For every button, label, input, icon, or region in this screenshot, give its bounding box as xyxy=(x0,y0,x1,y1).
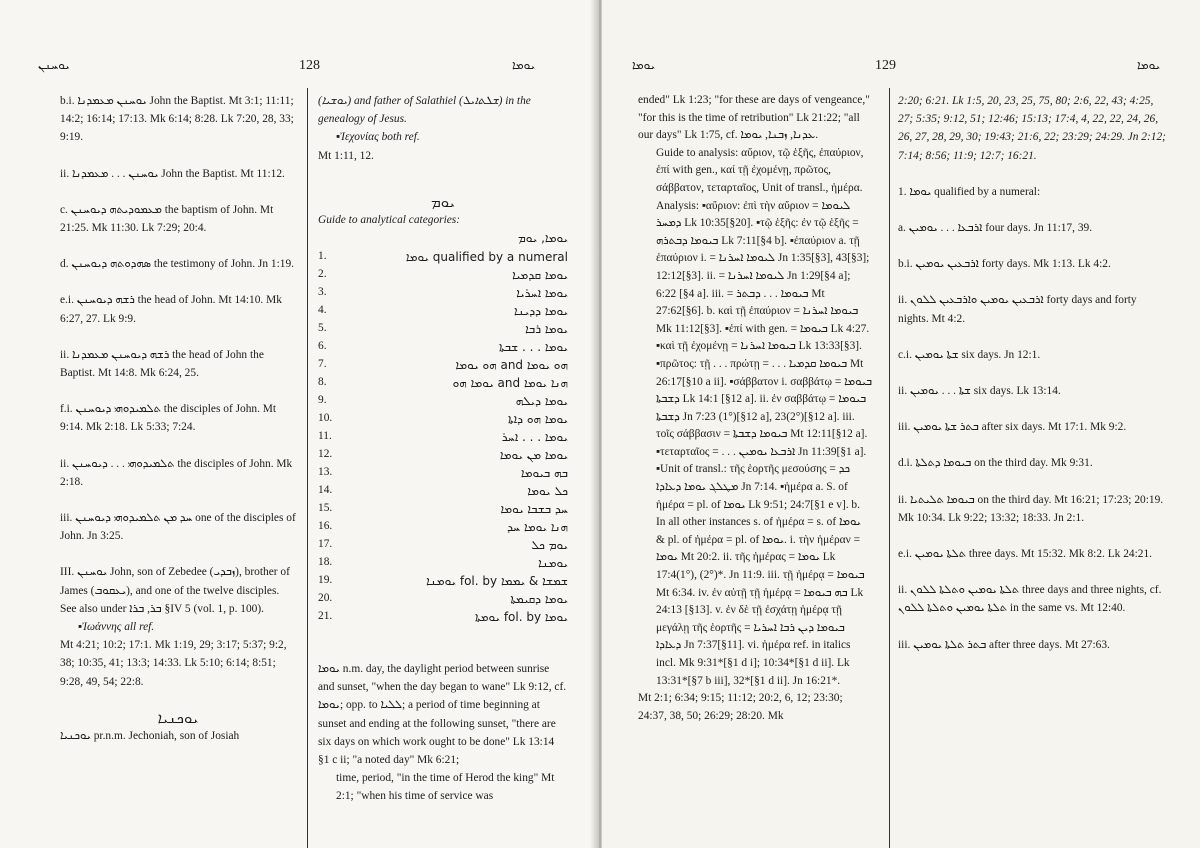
greek-both-ref: ▪Ἰεχονίας both ref. xyxy=(336,131,420,144)
entry-e-i: e.i. ܪܫܗ ܕܝܘܚܢܢ the head of John. Mt 14:10. Mk 6:27, 27. Lk 9:9. xyxy=(60,294,282,325)
guide-to-analysis: Guide to analysis: αὔριον, τῷ ἑξῆς, ἐπαύριον, ἐπί with gen., καί τῇ ἐχομένῃ, πρῶτος, σάββατον, τεταρταῖος, Unit of transl., ἡμέρα. xyxy=(656,146,864,194)
left-column-2 xyxy=(318,92,568,247)
category-row xyxy=(318,592,568,610)
category-syriac: ܝܘܡܐ ܗܘ and ܗܢܐ ܝܘܡܐ xyxy=(452,376,568,390)
category-syriac: ܝܘܡܐ qualified by a numeral xyxy=(405,250,568,264)
category-number: 14. xyxy=(318,484,333,496)
category-row xyxy=(318,304,568,322)
category-row xyxy=(318,268,568,286)
left-column-rule xyxy=(307,88,308,848)
jechoniah-cont: (ܝܘܫܝܐ) and father of Salathiel (ܫܠܬܐܝܠ) in the genealogy of Jesus. xyxy=(318,95,531,126)
category-syriac: ܝܘܡܐ ܕܕܝܢܐ xyxy=(514,304,568,318)
category-syriac: ܝܘܡܐ ܩܕܡܝܐ xyxy=(512,268,568,282)
left-running-head-syriac: ܝܘܚܢܢ xyxy=(38,58,70,72)
category-syriac: ܝܘܡܐ . . . ܫܒܬܐ xyxy=(499,340,568,354)
entry-d: d. ܣܗܕܘܬܗ ܕܝܘܚܢܢ the testimony of John. Jn 1:19. xyxy=(60,258,294,271)
category-syriac: ܝܘܡܐ ܪܒܐ xyxy=(525,322,568,336)
greek-ref: ▪Ἰωάννης all ref. xyxy=(78,621,155,634)
left-running-head-syriac-2: ܝܘܡܐ xyxy=(512,58,536,72)
category-row xyxy=(318,322,568,340)
category-row xyxy=(318,538,568,556)
category-syriac: ܗܢܐ ܝܘܡܐ ܚܕ xyxy=(507,520,568,534)
analysis: Analysis: ▪αὔριον: ἐπὶ τὴν αὔριον = ܠܝܘܡܐ ܕܡܚܪ Lk 10:35[§20]. ▪τῷ ἑξῆς: ἐν τῷ ἑξῆς = ܒܝܘܡܐ ܕܒܬܪܗ Lk 7:11[§4 b]. ▪ἐπαύριον a. τῇ ἐπαύριον i. = ܠܝܘܡܐ ܐܚܪܢܐ Jn 1:35[§3], 43[§3]; 12:12[§3]. ii. = ܠܝܘܡܐ ܐܚܪܢܐ Jn 1:29[§4 a]; 6:22 [§4 a]. iii. = ܒܝܘܡܐ . . . ܕܒܬܪ Mt 27:62[§6]. b. καὶ τῇ ἐπαύριον = ܒܝܘܡܐ ܐܚܪܢܐ Mk 11:12[§3]. ▪ἐπί with gen. = ܒܝܘܡܐ Lk 4:27. ▪καὶ τῇ ἐχομένῃ = ܒܝܘܡܐ ܐܚܪܢܐ Lk 13:33[§3]. ▪πρῶτος: τῇ . . . πρώτῃ = . . . ܒܝܘܡܐ ܩܕܡܝܐ Mt 26:17[§10 a ii]. ▪σάββατον i. σαββάτῳ = ܒܝܘܡܐ ܕܫܒܬܐ Lk 14:1 [§12 a]. ii. ἐν σαββάτῳ = ܒܝܘܡܐ ܕܫܒܬܐ Jn 7:23 (1°)[§12 a], 23(2°)[§12 a]. iii. τοῖς σάββασιν = ܒܝܘܡܐ ܕܫܒܬܐ Mt 12:11[§12 a]. ▪τεταρταῖος = . . . ܐܪܒܥܐ ܝܘܡܝܢ Jn 11:39[§1 a]. ▪Unit of transl.: τῆς ἑορτῆς μεσούσης = ܟܕ ܡܛܠܓ ܝܘܡܐ ܕܥܐܕܐ Jn 7:14. ▪ἡμέρα a. S. of ἡμέρα = pl. of ܝܘܡܐ Lk 9:51; 24:7[§1 e v]. b. In all other instances s. of ἡμέρα = s. of ܝܘܡܐ & pl. of ἡμέρα = pl. of ܝܘܡܐ. i. τὴν ἡμέραν = ܝܘܡܐ Mt 20:2. ii. τῆς ἡμέρας = ܝܘܡܐ Lk 17:4(1°), (2°)*. Jn 11:9. iii. τῇ ἡμέρᾳ = ܒܝܘܡܐ Mt 6:34. iv. ἐν αὐτῇ τῇ ἡμέρᾳ = ܒܗ ܒܝܘܡܐ Lk 24:13 [§13]. v. ἐν δὲ τῇ ἐσχάτῃ ἡμέρᾳ τῇ μεγάλῃ τῆς ἑορτῆς = ܒܝܘܡܐ ܕܝܢ ܪܒܐ ܐܚܪܝܐ ܕܥܐܕܐ Jn 7:37[§11]. vi. ἡμέρα ref. in italics incl. Mk 9:31*[§1 d i]; 10:34*[§1 d ii]. Lk 13:31*[§7 b iii], 32*[§1 d ii]. Jn 16:21*. xyxy=(656,199,872,687)
category-syriac: ܗܘ ܝܘܡܐ and ܗܘ ܝܘܡܐ xyxy=(455,358,568,372)
sec1-b-i: b.i. ܐܪܒܥܝܢ ܝܘܡܝܢ forty days. Mk 1:13. Lk 4:2. xyxy=(898,258,1111,271)
category-syriac: ܝܘܡܢܐ fol. by ܫܡܫܐ & ܝܡܡܐ xyxy=(426,574,568,588)
category-number: 21. xyxy=(318,610,333,622)
sec1-e-i: e.i. ܬܠܬܐ ܝܘܡܝܢ three days. Mt 15:32. Mk 8:2. Lk 24:21. xyxy=(898,548,1153,561)
sec1-c-i: c.i. ܫܬܐ ܝܘܡܝܢ six days. Jn 12:1. xyxy=(898,348,1041,361)
category-row xyxy=(318,394,568,412)
category-list xyxy=(318,250,568,630)
category-row xyxy=(318,610,568,628)
category-number: 3. xyxy=(318,286,327,298)
entry-III: III. ܝܘܚܢܢ John, son of Zebedee (ܙܒܕܝ), brother of James (ܝܥܩܘܒ), and one of the twelve disciples. See also under ܒܪ, ܒܪܐ §IV 5 (vol. 1, p. 100). xyxy=(60,566,290,615)
headword-jechoniah: ܝܘܟܢܝܐ xyxy=(157,708,199,727)
refs-cont: 2:20; 6:21. Lk 1:5, 20, 23, 25, 75, 80; 2:6, 22, 43; 4:25, 27; 5:35; 9:12, 51; 12:46; 15:13; 17:4, 4, 22, 22, 24, 26, 26, 27, 28, 29, 30; 19:43; 21:6, 22; 23:29; 24:29. Jn 2:12; 7:14; 8:56; 11:9; 12:7; 16:21. xyxy=(898,95,1166,162)
category-syriac: ܚܕ ܒܫܒܐ ܝܘܡܐ xyxy=(500,502,568,516)
category-syriac: ܝܘܡܢܐ xyxy=(538,556,568,570)
category-row xyxy=(318,466,568,484)
category-row xyxy=(318,484,568,502)
category-number: 13. xyxy=(318,466,333,478)
entry-jechoniah: ܝܘܟܢܝܐ pr.n.m. Jechoniah, son of Josiah xyxy=(60,730,240,743)
entry-yawma-time: time, period, "in the time of Herod the king" Mt 2:1; "when his time of service was xyxy=(336,772,555,803)
category-syriac: ܝܘܡܐ . . . ܐܚܪ xyxy=(501,430,568,444)
sec1-e-iii: iii. ܒܬܪ ܬܠܬܐ ܝܘܡܝܢ after three days. Mt 27:63. xyxy=(898,638,1110,651)
category-row xyxy=(318,376,568,394)
right-column-1 xyxy=(638,92,872,725)
category-syriac: ܝܘܡܐ ܕܝܠܗ xyxy=(515,394,568,408)
category-number: 20. xyxy=(318,592,333,604)
category-number: 11. xyxy=(318,430,332,442)
right-column-2 xyxy=(898,92,1168,654)
jechoniah-refs: Mt 1:11, 12. xyxy=(318,149,374,162)
category-number: 10. xyxy=(318,412,333,424)
guide-heading: Guide to analytical categories: xyxy=(318,214,461,227)
category-row xyxy=(318,502,568,520)
sec1-a: a. ܐܪܒܥܐ . . . ܝܘܡܝܢ four days. Jn 11:17, 39. xyxy=(898,222,1093,235)
category-row xyxy=(318,574,568,592)
entry-c: c. ܡܥܡܘܕܝܬܗ ܕܝܘܚܢܢ the baptism of John. Mt 21:25. Mk 11:30. Lk 7:29; 20:4. xyxy=(60,203,274,235)
entry-f-ii: ii. ܬܠܡܝܕܘܗܝ . . . ܕܝܘܚܢܢ the disciples of John. Mk 2:18. xyxy=(60,457,293,488)
category-number: 4. xyxy=(318,304,327,316)
right-running-head-syriac-2: ܝܘܡܐ xyxy=(1137,58,1161,72)
entry-f-iii: iii. ܚܕ ܡܢ ܬܠܡܝܕܘܗܝ ܕܝܘܚܢܢ one of the disciples of John. Jn 3:25. xyxy=(60,512,296,543)
entry-b-i: b.i. ܝܘܚܢܢ ܡܥܡܕܢܐ John the Baptist. Mt 3:1; 11:11; 14:2; 16:14; 17:13. Mk 6:14; 8:28. Lk 7:20, 28, 33; 9:19. xyxy=(60,95,294,144)
category-number: 19. xyxy=(318,574,333,586)
left-page-number: 128 xyxy=(299,58,320,73)
category-syriac: ܟܠ ܝܘܡܐ xyxy=(527,484,568,498)
section-1-heading: 1. ܝܘܡܐ qualified by a numeral: xyxy=(898,185,1041,198)
entry-III-refs: Mt 4:21; 10:2; 17:1. Mk 1:19, 29; 3:17; 5:37; 9:2, 38; 10:35, 41; 13:3; 14:33. Lk 5:10; 6:14; 8:51; 9:28, 49, 54; 22:8. xyxy=(60,639,287,688)
category-syriac: ܝܘܡܐ ܐܚܪܝܐ xyxy=(516,286,568,300)
general-refs: Mt 2:1; 6:34; 9:15; 11:12; 20:2, 6, 12; 23:30; 24:37, 38, 50; 26:29; 28:20. Mk xyxy=(638,692,843,722)
left-page xyxy=(0,0,598,848)
entry-f-i: f.i. ܬܠܡܝܕܘܗܝ ܕܝܘܚܢܢ the disciples of John. Mt 9:14. Mk 2:18. Lk 5:33; 7:24. xyxy=(60,403,277,434)
category-number: 8. xyxy=(318,376,327,388)
category-row xyxy=(318,358,568,376)
category-row xyxy=(318,430,568,448)
category-number: 18. xyxy=(318,556,333,568)
right-running-head-syriac: ܝܘܡܐ xyxy=(632,58,656,72)
category-row xyxy=(318,286,568,304)
category-row xyxy=(318,448,568,466)
sec1-b-ii: ii. ܐܪܒܥܝܢ ܝܘܡܝܢ ܘܐܪܒܥܝܢ ܠܠܘܢ forty days and forty nights. Mt 4:2. xyxy=(898,294,1137,325)
left-column-2-lower xyxy=(318,660,568,806)
category-row xyxy=(318,340,568,358)
category-number: 15. xyxy=(318,502,333,514)
right-column-rule xyxy=(889,88,890,848)
entry-yawma: ܝܘܡܐ n.m. day, the daylight period between sunrise and sunset, "when the day began to wane" Lk 9:12, cf. ܝܘܡܐ; opp. to ܠܠܝܐ; a period of time beginning at sunset and ending at the following sunset, "there are six days on which work ought to be done" Lk 13:14 §1 c ii; "a noted day" Mk 6:21; xyxy=(318,663,567,767)
headword-root: ܝܘܡ xyxy=(430,192,456,211)
category-syriac: ܝܘܡܐ ܗܘ ܕܐܬܐ xyxy=(508,412,568,426)
sec1-c-iii: iii. ܒܬܪ ܫܬܐ ܝܘܡܝܢ after six days. Mt 17:1. Mk 9:2. xyxy=(898,421,1127,434)
entry-e-ii: ii. ܪܫܗ ܕܝܘܚܢܢ ܡܥܡܕܢܐ the head of John the Baptist. Mt 14:8. Mk 6:24, 25. xyxy=(60,348,264,380)
category-syriac: ܝܘܡܐ ܡܢ ܝܘܡܐ xyxy=(499,448,568,462)
sec1-c-ii: ii. ܫܬܐ . . . ܝܘܡܝܢ six days. Lk 13:14. xyxy=(898,385,1061,398)
category-number: 9. xyxy=(318,394,327,406)
category-number: 6. xyxy=(318,340,327,352)
category-number: 12. xyxy=(318,448,333,460)
sec1-d-ii: ii. ܒܝܘܡܐ ܬܠܝܬܝܐ on the third day. Mt 16:21; 17:23; 20:19. Mk 10:34. Lk 9:22; 13:32; 18:33. Jn 2:1. xyxy=(898,493,1164,524)
category-number: 5. xyxy=(318,322,327,334)
category-number: 2. xyxy=(318,268,327,280)
sec1-e-ii: ii. ܬܠܬܐ ܝܘܡܝܢ ܘܬܠܬܐ ܠܠܘܢ three days and three nights, cf. ܬܠܬܐ ܝܘܡܝܢ ܘܬܠܬܐ ܠܠܘܢ in the same vs. Mt 12:40. xyxy=(898,584,1162,615)
entry-cont: ended" Lk 1:23; "for these are days of vengeance," "for this is the time of retribution" Lk 21:22; "all our days" Lk 1:75, cf. ܥܕܢܐ, ܙܒܢܐ, ܝܘܡܐ. xyxy=(638,94,870,142)
category-row xyxy=(318,520,568,538)
category-number: 17. xyxy=(318,538,333,550)
left-column-1 xyxy=(60,92,296,745)
right-page-number: 129 xyxy=(875,58,896,73)
category-row xyxy=(318,556,568,574)
category-syriac: ܝܘܡ ܟܠ xyxy=(531,538,568,552)
sec1-d-i: d.i. ܒܝܘܡܐ ܕܬܠܬܐ on the third day. Mk 9:31. xyxy=(898,457,1093,470)
right-page xyxy=(602,0,1200,848)
category-number: 7. xyxy=(318,358,327,370)
entry-ii: ii. ܝܘܚܢܢ . . . ܡܥܡܕܢܐ John the Baptist. Mt 11:12. xyxy=(60,167,285,180)
category-number: 1. xyxy=(318,250,327,262)
category-syriac: ܝܘܡܬܐ fol. by ܝܘܡܐ xyxy=(475,610,568,624)
category-row xyxy=(318,250,568,268)
category-row xyxy=(318,412,568,430)
category-headwords: ܝܘܡܐ, ܝܘܡ xyxy=(518,231,568,246)
category-number: 16. xyxy=(318,520,333,532)
category-syriac: ܝܘܡܐ ܕܩܝܡܬܐ xyxy=(510,592,568,606)
category-syriac: ܒܗ ܒܝܘܡܐ xyxy=(520,466,568,480)
